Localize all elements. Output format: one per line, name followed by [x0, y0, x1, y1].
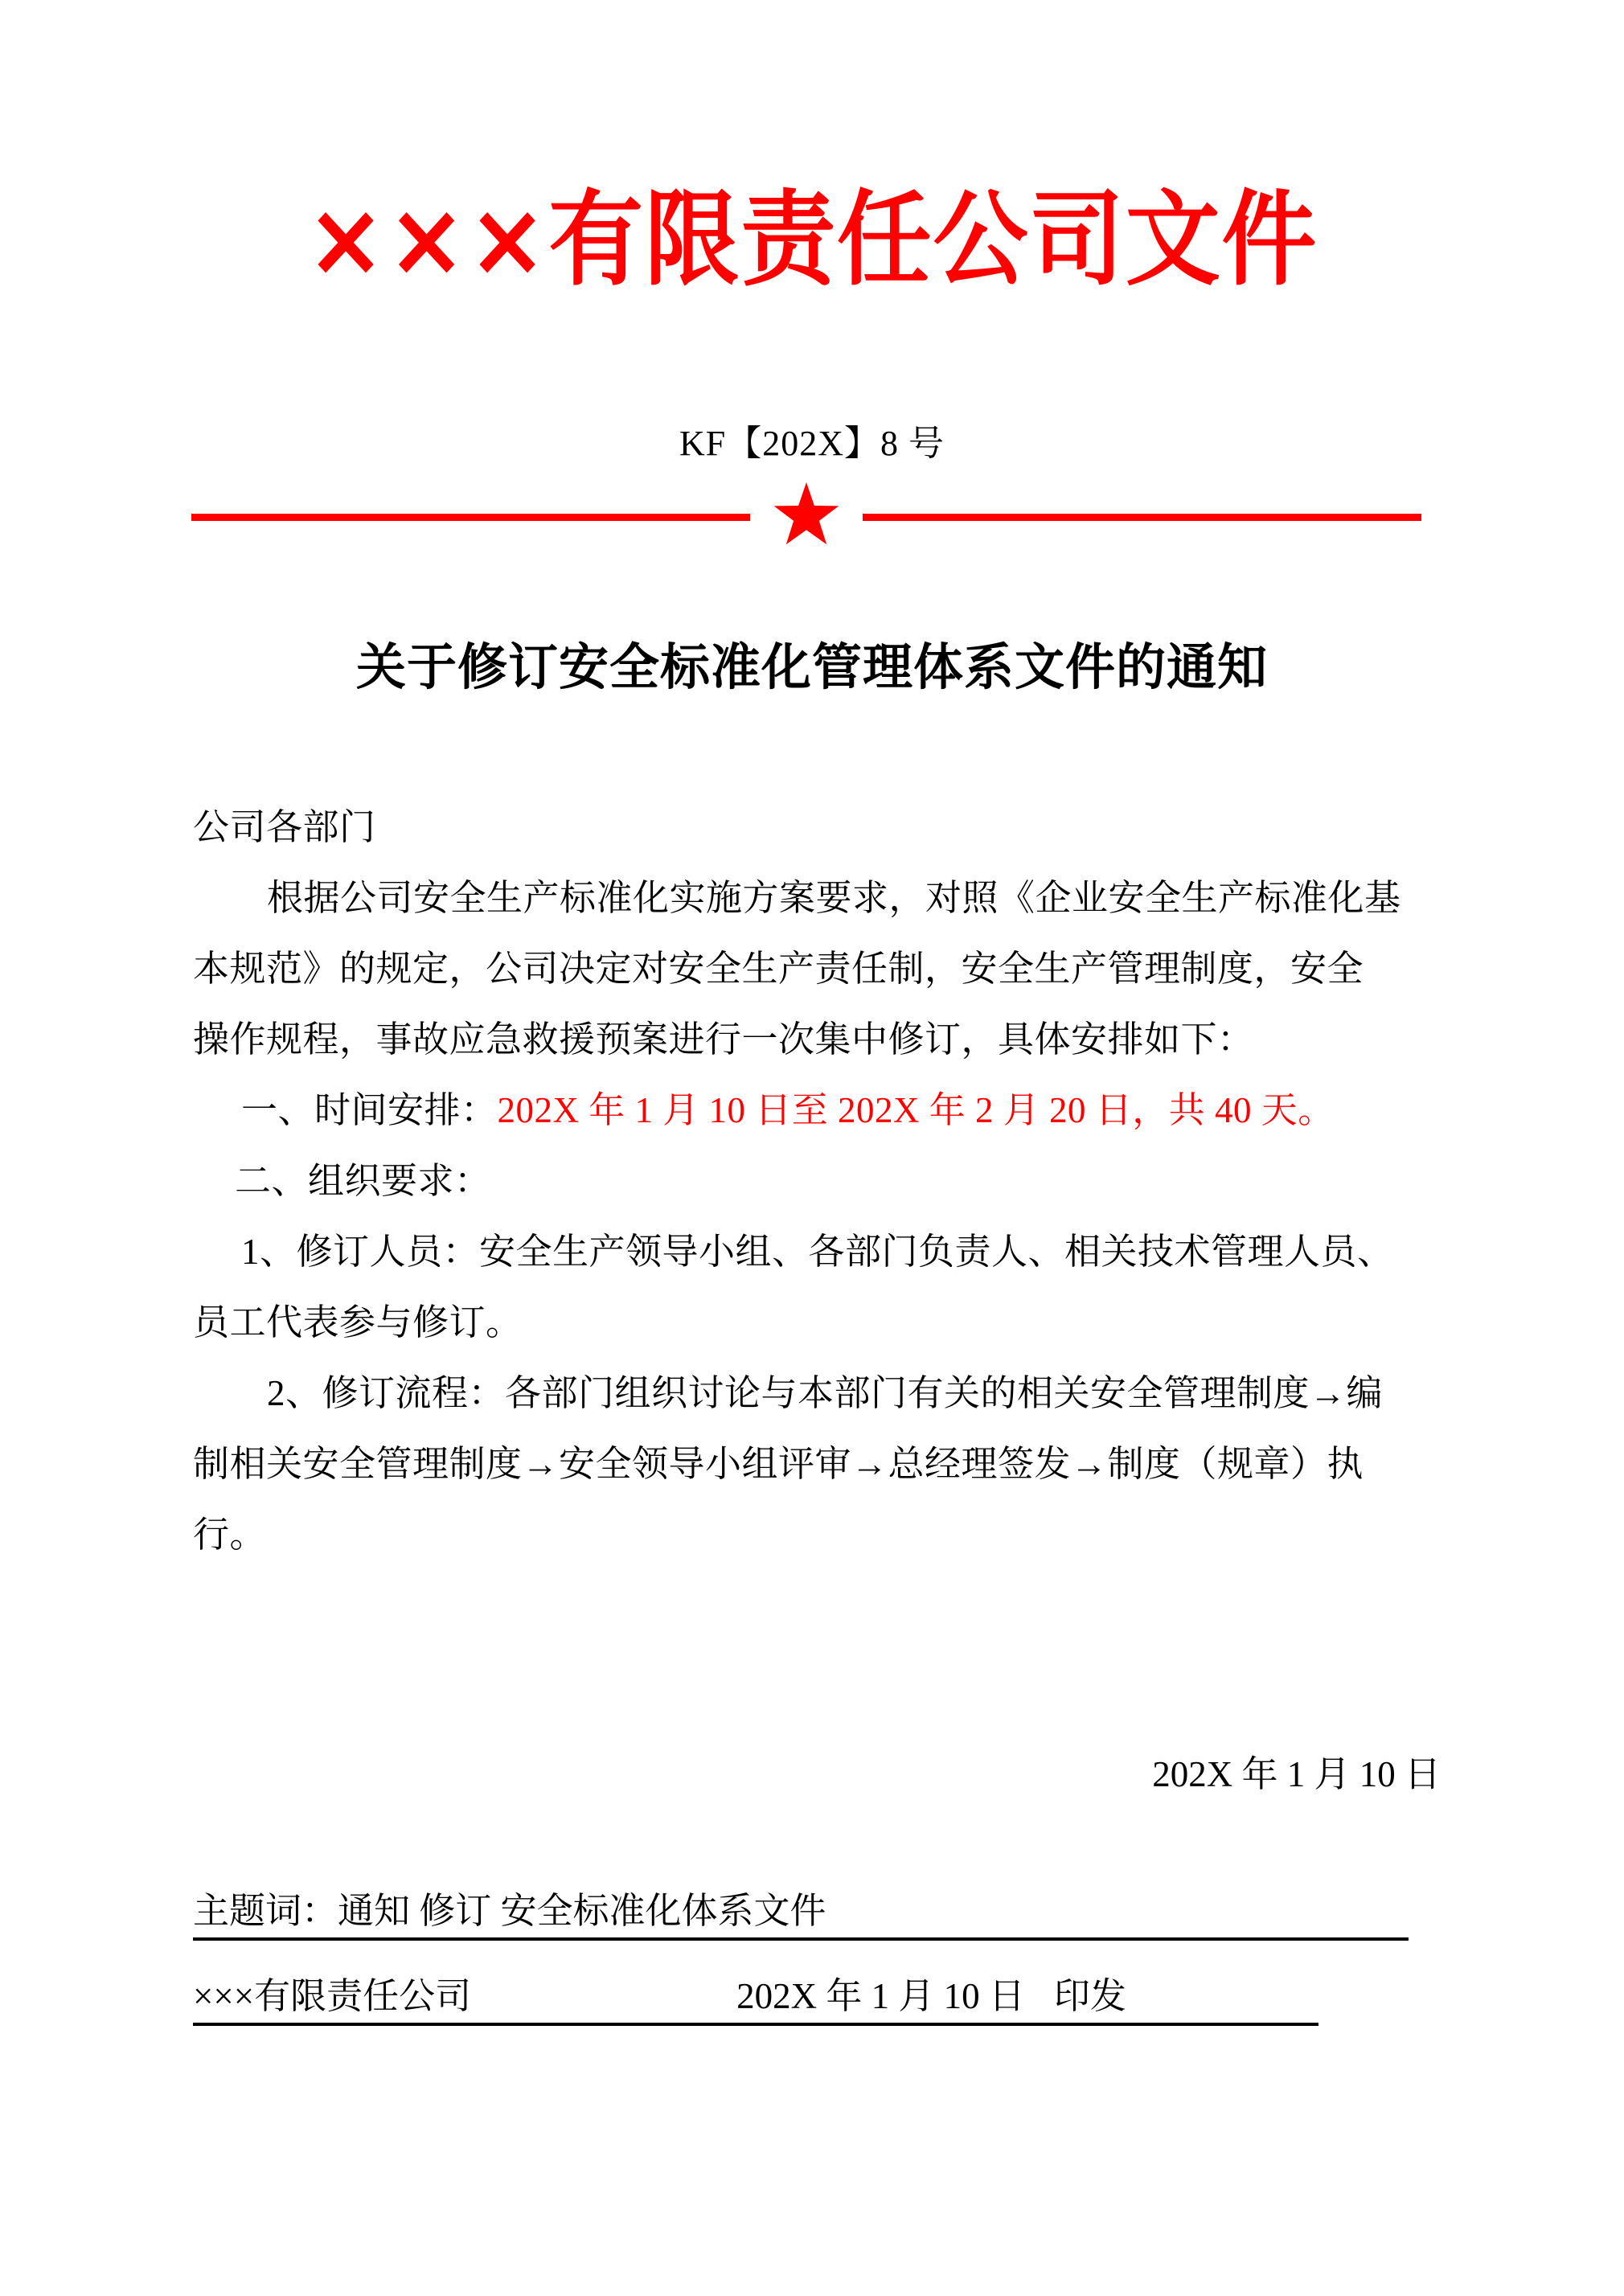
document-footer	[193, 1881, 1441, 2029]
footer-issue-date: 202X 年 1 月 10 日	[736, 1976, 1025, 2016]
body-paragraph-line: 根据公司安全生产标准化实施方案要求，对照《企业安全生产标准化基	[267, 878, 1401, 918]
star-icon	[773, 482, 840, 550]
page-title: 关于修订安全标准化管理体系文件的通知	[355, 638, 1268, 696]
footer-keywords: 主题词：通知 修订 安全标准化体系文件	[193, 1891, 826, 1931]
section-time-value: 202X 年 1 月 10 日至 202X 年 2 月 20 日，共 40 天。	[497, 1090, 1335, 1130]
section-time-arrangement	[193, 1075, 1441, 1146]
red-rule-right-segment	[863, 514, 1421, 521]
section-org-heading: 二、组织要求：	[235, 1161, 491, 1201]
footer-issuer-underline	[193, 2023, 1318, 2026]
body-paragraph-line: 操作规程，事故应急救援预案进行一次集中修订，具体安排如下：	[193, 1019, 1254, 1060]
document-body	[193, 792, 1441, 1570]
section-item-line: 行。	[193, 1515, 267, 1555]
footer-printed-label: 印发	[1053, 1976, 1126, 2016]
masthead	[0, 180, 1624, 300]
footer-keywords-row	[193, 1881, 1441, 1944]
masthead-title: ×××有限责任公司文件	[306, 180, 1318, 300]
footer-issuer: ×××有限责任公司	[193, 1976, 472, 2016]
footer-issuer-row	[193, 1966, 1441, 2029]
section-item-line: 2、修订流程：各部门组织讨论与本部门有关的相关安全管理制度→编	[267, 1373, 1384, 1413]
red-rule-left-segment	[191, 514, 750, 521]
red-separator-rule	[191, 492, 1421, 540]
section-item-line: 员工代表参与修订。	[193, 1302, 523, 1343]
body-paragraph-line: 本规范》的规定，公司决定对安全生产责任制，安全生产管理制度，安全	[193, 949, 1364, 989]
section-item-line: 制相关安全管理制度→安全领导小组评审→总经理签发→制度（规章）执	[193, 1444, 1364, 1484]
salutation: 公司各部门	[193, 807, 376, 847]
document-number: KF【202X】8 号	[679, 424, 945, 463]
signoff-date: 202X 年 1 月 10 日	[1152, 1754, 1441, 1794]
section-item-line: 1、修订人员：安全生产领导小组、各部门负责人、相关技术管理人员、	[241, 1232, 1394, 1272]
section-time-label: 一、时间安排：	[241, 1090, 498, 1130]
footer-keywords-underline	[193, 1937, 1409, 1941]
